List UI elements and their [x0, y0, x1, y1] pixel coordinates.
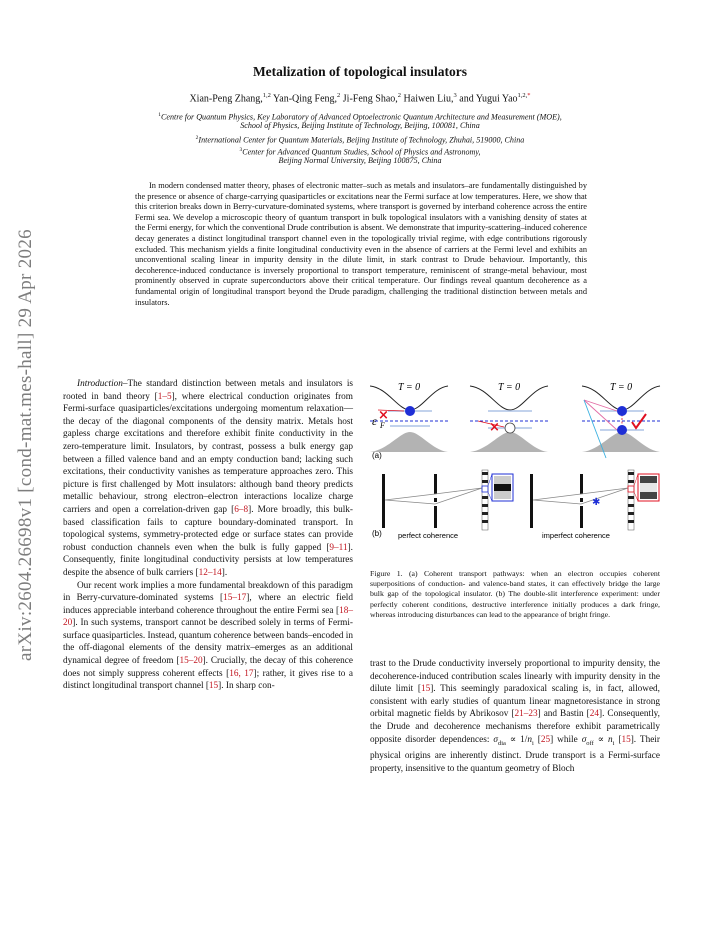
figure-1-caption: Figure 1. (a) Coherent transport pathways: when an electron occupies coherent superpositions of conduction- and valence-band states, it can effectively bridge the large bulk gap of the topological insulator. (b) The double-slit interference experiment: under perfectly coherent conditions, destructive interference initially produces a dark fringe, whereas introducing disturbances can lead to the appearance of bright fringe. [370, 569, 660, 619]
double-slit-perfect [382, 470, 513, 530]
intro-heading: Introduction [77, 379, 123, 389]
fermi-level-subscript: F [380, 421, 385, 430]
affiliation-2: $^2$International Center for Quantum Materials, Beijing Institute of Technology, Zhuhai, 519000, China [195, 135, 525, 145]
affiliation-3-cont: Beijing Normal University, Beijing 100875, China [278, 156, 442, 165]
band-diagram-3 [582, 382, 660, 458]
figure-1-graphic [370, 378, 662, 548]
svg-text:×: × [378, 408, 389, 423]
affiliation-1: $^1$Centre for Quantum Physics, Key Laboratory of Advanced Optoelectronic Quantum Architecture and Measurement (MOE), [158, 112, 562, 122]
temperature-label-3: T = 0 [610, 382, 633, 393]
band-diagram-2 [470, 382, 548, 452]
temperature-label-1: T = 0 [398, 382, 421, 393]
temperature-label-2: T = 0 [498, 382, 521, 393]
author-list: Xian-Peng Zhang,$^{1,2}$ Yan-Qing Feng,$^2$ Ji-Feng Shao,$^2$ Haiwen Liu,$^3$ and Yugui Yao$^{1,2,*}$ [189, 92, 531, 105]
band-diagram-1 [370, 382, 448, 452]
arxiv-identifier: arXiv:2604.26698v1 [cond-mat.mes-hall] 29 Apr 2026 [15, 229, 36, 661]
abstract [135, 181, 587, 308]
double-slit-imperfect [530, 470, 659, 530]
fermi-level-label: ε [372, 414, 377, 428]
affiliation-3: $^3$Center for Advanced Quantum Studies, School of Physics and Astronomy, [239, 147, 481, 157]
panel-label-a: (a) [372, 451, 382, 460]
svg-text:×: × [489, 420, 500, 435]
figure-1 [370, 378, 662, 548]
paper-title: Metalization of topological insulators [252, 64, 468, 79]
perfect-coherence-label: perfect coherence [398, 531, 459, 540]
intro-column-left: Introduction–The standard distinction between metals and insulators is rooted in band theory [1–5], where electrical conduction originates from Fermi-surface quasiparticles/excitations undergoing momentum relaxation—the decay of the diagonal components of the density matrix. Metals host gapless charge excitations and therefore exhibit finite conductivity in the zero-temperature limit. Insulators, by contrast, possess a bulk energy gap between a filled valence band and an empty conduction band; lacking such excitations, their conductivity vanishes as temperature approaches zero. This picture is first challenged by Mott insulators: although band theory predicts metallic behaviour, strong electron–electron interactions localize charge carriers and open a correlation-driven gap [6–8]. More broadly, this bulk-based classification fails to capture boundary-dominated transport. In topological systems, symmetry-protected edge or surface states can provide robust conduction channels even when the bulk is fully gapped [9–11]. Consequently, finite longitudinal conductivity persists at low temperatures despite the absence of bulk carriers [12–14]. Our recent work implies a more fundamental breakdown of this paradigm in Berry-curvature-dominated systems [15–17], where an electric field induces appreciable interband coherence throughout the entire Fermi sea [18–20]. In such systems, transport cannot be described solely in terms of Fermi-surface quasiparticles. Instead, quantum coherence between bands–encoded in the off-diagonal elements of the density matrix–emerges as an additional dynamical degree of freedom [15–20]. Crucially, the decay of this coherence does not simply suppress coherent effects [16, 17]; rather, it gives rise to a distinct longitudinal transport channel [15]. In sharp con- [63, 379, 353, 692]
intro-column-right: trast to the Drude conductivity inversely proportional to impurity density, the decoherence-induced contribution scales linearly with impurity density in the dilute limit [15]. This seemingly paradoxical scaling is, in fact, allowed, consistent with early studies of quantum linear magnetoresistance in strong orbital magnetic fields by Abrikosov [21–23] and Bastin [24]. Consequently, the Drude and decoherence mechanisms therefore exhibit parametrically opposite disorder dependences: $\sigma_{dia} \propto 1/n_i$ [25] while $\sigma_{off} \propto n_i$ [15]. Their physical origins are inherently distinct. Drude transport is a Fermi-surface property, insensitive to the quantum geometry of Bloch [370, 659, 660, 774]
svg-text:✱: ✱ [592, 497, 601, 508]
affiliation-1-cont: School of Physics, Beijing Institute of Technology, Beijing, 100081, China [240, 121, 480, 130]
abstract-text: In modern condensed matter theory, phases of electronic matter–such as metals and insulators–are fundamentally distinguished by the presence or absence of charge-carrying quasiparticles or excitations near the Fermi surface at low temperatures. Here, we show that this criterion breaks down in Berry-curvature-dominated systems, where transport is governed by interband coherence across the entire Fermi sea. We develop a microscopic theory of quantum transport in bulk topological insulators with a vanishing density of states at the Fermi energy, for which the conventional Drude contribution is absent. We demonstrate that impurity-scattering–induced coherence decay generates a distinct longitudinal transport channel even in the topologically trivial regime, with edge contributions rigorously excluded. This mechanism yields a finite longitudinal conductivity even in the absence of carriers at the Fermi level and exhibits an unconventional scaling linear in impurity density in the dilute limit, in stark contrast to Drude behaviour. Importantly, this decoherence-induced conductance is inversely proportional to transport temperature, reminiscent of strange-metal behaviour, most prominently observed in cuprate superconductors above their critical temperature. Our findings reveal quantum decoherence as a fundamental origin of longitudinal transport beyond the Drude paradigm, challenging the traditional distinction between metals and insulators. [135, 181, 587, 307]
imperfect-coherence-label: imperfect coherence [542, 531, 610, 540]
panel-label-b: (b) [372, 529, 382, 538]
